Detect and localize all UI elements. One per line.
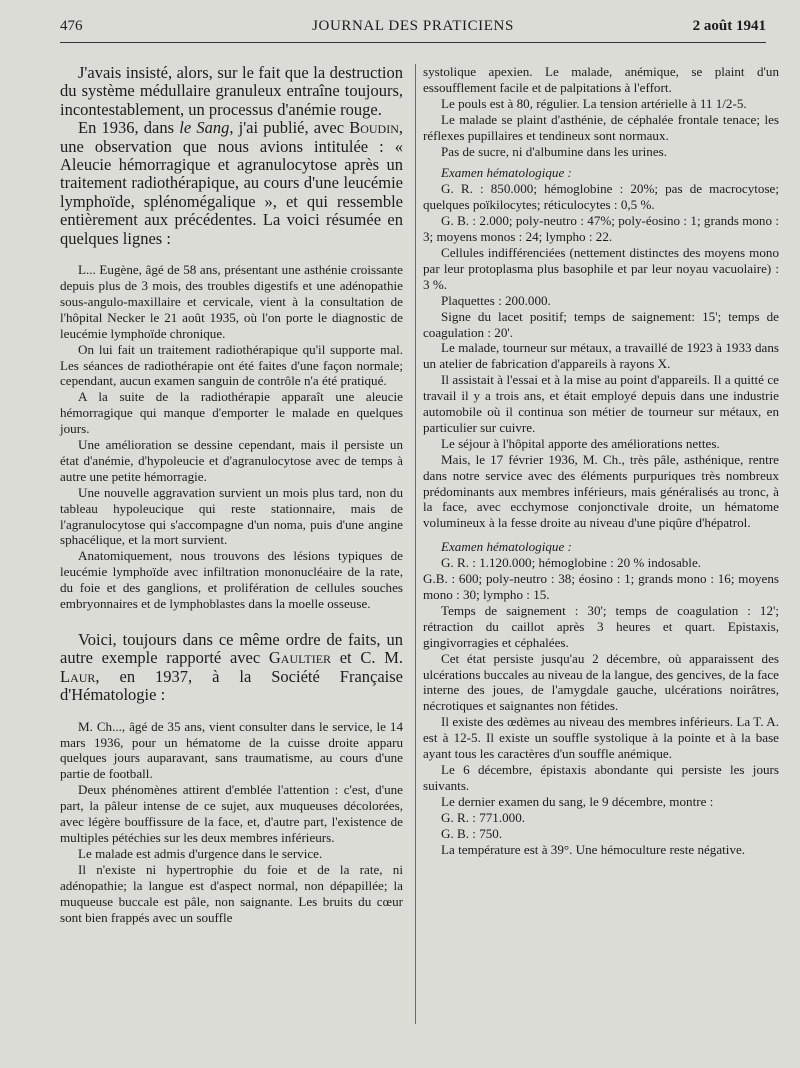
case1-paragraph: On lui fait un traitement radiothérapique qu'il supporte mal. Les séances de radiothérapie ont été faites d'une façon normale; cependant, aucun examen sanguin de contrôle n'a été pratiqué. — [60, 341, 403, 389]
exam-heading: Examen hématologique : — [441, 165, 572, 181]
case2-paragraph: Le malade, tourneur sur métaux, a travaillé de 1923 à 1933 dans un atelier de fabrication d'appareils à rayons X. — [423, 340, 779, 372]
case2-paragraph: Pas de sucre, ni d'albumine dans les urines. — [441, 143, 667, 159]
exam-heading: Examen hématologique : — [441, 539, 572, 555]
exam-line: G.B. : 600; poly-neutro : 38; éosino : 1; grands mono : 16; moyens mono : 30; lympho : 15. — [423, 571, 779, 602]
case2-paragraph: Il assistait à l'essai et à la mise au point d'appareils. Il a quitté ce travail il y a trois ans, et était employé depuis dans une industrie automobile où il continua son métier de tourneur sur métaux, en particulier sur cuivre. — [423, 372, 779, 435]
case2-paragraph: M. Ch..., âgé de 35 ans, vient consulter dans le service, le 14 mars 1936, pour un hématome de la cuisse droite apparu quelques jours auparavant, sans traumatisme, au cours d'une partie de football. — [60, 718, 403, 782]
exam-line: G. R. : 771.000. — [441, 809, 526, 825]
case2-paragraph: Mais, le 17 février 1936, M. Ch., très pâle, asthénique, rentre dans notre service avec des éléments purpuriques très nombreux prédominants aux membres inférieurs, mais généralisés au tronc, à la face, avec ecchymose conjonctivale droite, un hématome volumineux à la fesse droite au niveau d'une piqûre d'hépatrol. — [423, 451, 779, 531]
left-column — [60, 64, 403, 925]
case2-paragraph: Le pouls est à 80, régulier. La tension artérielle à 11 1/2-5. — [441, 95, 747, 111]
author-name: Laur — [60, 666, 96, 686]
right-column — [423, 64, 779, 857]
case2-paragraph: Deux phénomènes attirent d'emblée l'attention : c'est, d'une part, la pâleur intense de ce sujet, aux muqueuses décolorées, avec légère bouffissure de la face, et, d'autre part, l'existence de multiples pétéchies sur les deux membres inférieurs. — [60, 782, 403, 845]
header-rule — [60, 42, 766, 43]
author-name: Boudin — [349, 118, 399, 138]
journal-name: le Sang — [179, 118, 230, 138]
case2-paragraph: Le malade se plaint d'asthénie, de céphalée frontale tenace; les réflexes pupillaires et tendineux sont normaux. — [423, 111, 779, 143]
exam-line: Signe du lacet positif; temps de saignement: 15'; temps de coagulation : 20'. — [423, 308, 779, 340]
case2-paragraph: Le malade est admis d'urgence dans le service. — [78, 845, 323, 861]
exam-line: G. R. : 1.120.000; hémoglobine : 20 % indosable. — [441, 555, 702, 571]
exam-line: Temps de saignement : 30'; temps de coagulation : 12'; rétraction du caillot après 3 heures et quart. Epistaxis, gingivorragies et céphalées. — [423, 602, 779, 650]
paragraph-1936: En 1936, dans le Sang, j'ai publié, avec Boudin, une observation que nous avions intitulée : « Aleucie hémorragique et agranulocytose après un traitement radiothérapique, au cours d'une leucémie lymphoïde, splénomégalique », et qui ressemble entièrement aux précédentes. La voici résumée en quelques lignes : — [60, 118, 403, 248]
case1-paragraph: Une nouvelle aggravation survient un mois plus tard, non du tableau hypoleucique qui reste stationnaire, mais de l'agranulocytose qui s'accompagne d'un noma, puis d'une angine sphacélique, et la mort survient. — [60, 484, 403, 548]
exam-line: G. B. : 750. — [441, 825, 503, 841]
issue-date: 2 août 1941 — [692, 18, 766, 34]
page-header — [60, 18, 766, 42]
column-divider — [415, 64, 416, 1024]
exam-line: G. R. : 850.000; hémoglobine : 20%; pas de macrocytose; quelques poïkilocytes; réticulocytes : 0,5 %. — [423, 181, 779, 213]
case2-paragraph: systolique apexien. Le malade, anémique, se plaint d'un essoufflement facile et de palpitations à l'effort. — [423, 64, 779, 95]
paragraph-1937: Voici, toujours dans ce même ordre de faits, un autre exemple rapporté avec Gaultier et C. M. Laur, en 1937, à la Société Française d'Hématologie : — [60, 630, 403, 705]
case1-paragraph: A la suite de la radiothérapie apparaît une aleucie hémorragique qui manque d'emporter le malade en quelques jours. — [60, 389, 403, 437]
case2-paragraph: Il n'existe ni hypertrophie du foie et de la rate, ni adénopathie; la langue est d'aspect normal, non dépapillée; la muqueuse buccale est pâle, non saignante. Les bruits du cœur sont bien frappés avec un souffle — [60, 861, 403, 925]
page-number: 476 — [60, 18, 83, 34]
case2-paragraph: Le 6 décembre, épistaxis abondante qui persiste les jours suivants. — [423, 761, 779, 793]
case2-paragraph: Le dernier examen du sang, le 9 décembre, montre : — [441, 793, 714, 809]
case1-paragraph: L... Eugène, âgé de 58 ans, présentant une asthénie croissante depuis plus de 3 mois, des troubles digestifs et une adénopathie sous-angulo-maxillaire et cervicale, vient à la consultation de l'hôpital Necker le 21 août 1935, où l'on porte le diagnostic de leucémie lymphoïde chronique. — [60, 262, 403, 341]
journal-title: JOURNAL DES PRATICIENS — [312, 18, 514, 34]
case2-paragraph: La température est à 39°. Une hémoculture reste négative. — [441, 841, 746, 857]
case1-paragraph: Anatomiquement, nous trouvons des lésions typiques de leucémie lymphoïde avec infiltration mononucléaire de la rate, du foie et des ganglions, et prolifération de cellules souches embryonnaires et de lymphoblastes dans la moelle osseuse. — [60, 548, 403, 612]
exam-line: Cellules indifférenciées (nettement distinctes des moyens mono par leur protoplasma plus basophile et par leur noyau vacuolaire) : 3 %. — [423, 244, 779, 292]
case2-paragraph: Le séjour à l'hôpital apporte des améliorations nettes. — [441, 435, 720, 451]
author-name: Gaultier — [268, 648, 332, 668]
intro-paragraph: J'avais insisté, alors, sur le fait que la destruction du système médullaire granuleux entraîne toujours, incontestablement, un processus d'anémie rouge. — [60, 63, 403, 119]
case2-paragraph: Cet état persiste jusqu'au 2 décembre, où apparaissent des ulcérations buccales au niveau de la langue, des gencives, de la face interne des joues, de l'amygdale gauche, ulcérations noirâtres, nécrotiques et saignantes non fétides. — [423, 650, 779, 714]
exam-line: Plaquettes : 200.000. — [441, 292, 551, 308]
case2-paragraph: Il existe des œdèmes au niveau des membres inférieurs. La T. A. est à 12-5. Il existe un souffle systolique à la pointe et à la base ayant tous les caractères d'un souffle anémique. — [423, 714, 779, 762]
exam-line: G. B. : 2.000; poly-neutro : 47%; poly-éosino : 1; grands mono : 3; moyens monos : 24; lympho : 22. — [423, 213, 779, 245]
case1-paragraph: Une amélioration se dessine cependant, mais il persiste un état d'anémie, d'hypoleucie et d'agranulocytose avec de temps à autre une petite hémorragie. — [60, 437, 403, 484]
